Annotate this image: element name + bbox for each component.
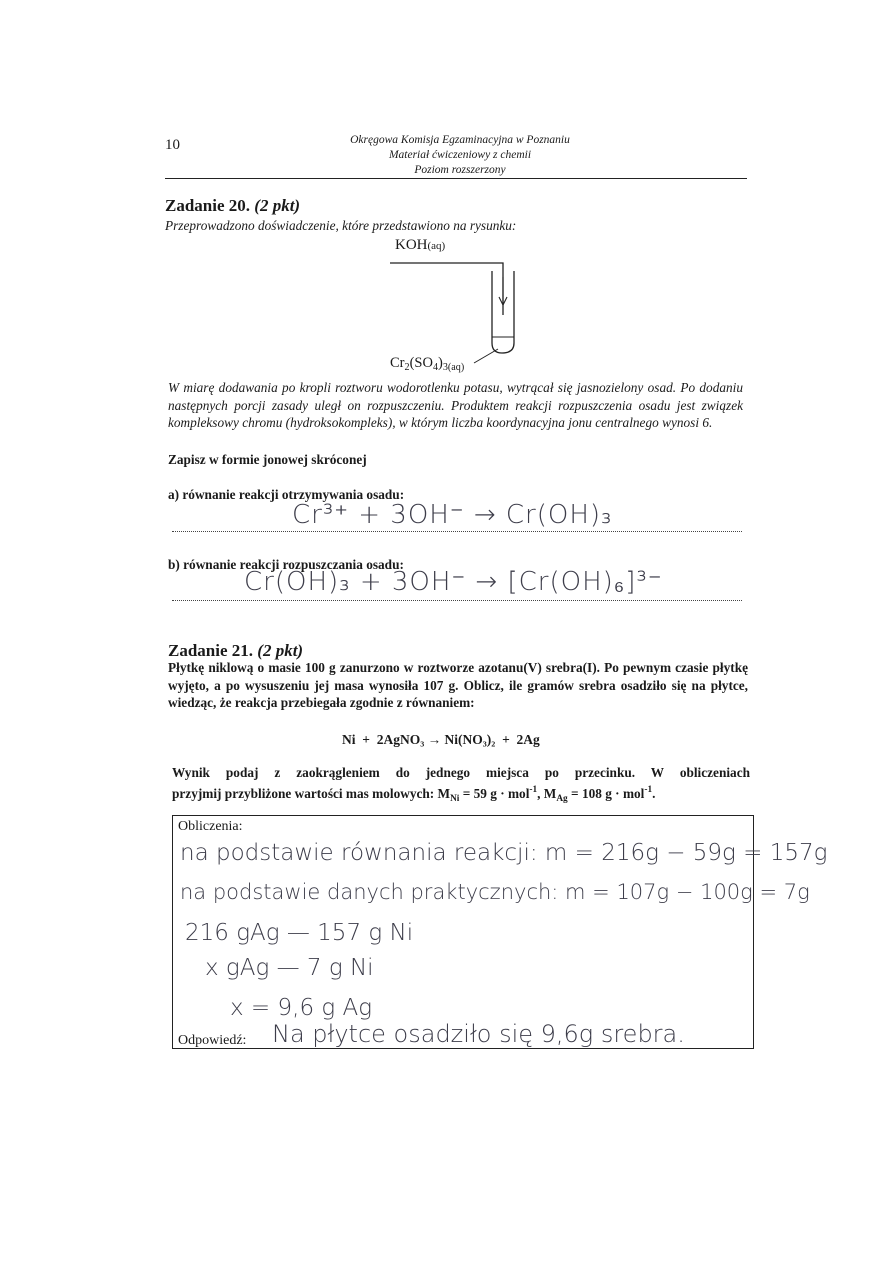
tube-label-cr: Cr bbox=[390, 355, 405, 371]
task20-instruction: Zapisz w formie jonowej skróconej bbox=[168, 452, 367, 467]
header-line-1: Okręgowa Komisja Egzaminacyjna w Poznaniu bbox=[350, 134, 570, 146]
task20-title-text: Zadanie 20. bbox=[165, 196, 251, 215]
part-b-answer-line bbox=[172, 600, 742, 601]
page-number: 10 bbox=[165, 137, 180, 153]
calc-line-4: x gAg — 7 g Ni bbox=[205, 955, 374, 981]
note-exp-2: -1 bbox=[644, 785, 653, 795]
task21-equation: Ni + 2AgNO₃ → Ni(NO₃)₂ + 2Ag bbox=[342, 732, 540, 747]
note-sub-ni: Ni bbox=[450, 794, 460, 804]
note-text-3: , M bbox=[537, 786, 557, 801]
note-sub-ag: Ag bbox=[556, 794, 568, 804]
task21-title bbox=[168, 641, 303, 661]
tube-label-sub1: 2 bbox=[404, 362, 410, 373]
part-b-handwritten-answer: Cr(OH)₃ + 3OH⁻ → [Cr(OH)₆]³⁻ bbox=[244, 567, 663, 597]
tube-label-sub2: 4 bbox=[432, 362, 438, 373]
calculations-label: Obliczenia: bbox=[178, 819, 243, 834]
part-a-answer-line bbox=[172, 531, 742, 532]
task20-title bbox=[165, 196, 300, 216]
note-text-4: = 108 g · mol bbox=[567, 786, 645, 801]
header-line-3: Poziom rozszerzony bbox=[414, 164, 506, 176]
part-a-label: a) równanie reakcji otrzymywania osadu: bbox=[168, 487, 405, 502]
note-text-1: przyjmij przybliżone wartości mas molowych: M bbox=[172, 786, 451, 801]
task21-note-line-2 bbox=[172, 782, 750, 809]
task21-title-text: Zadanie 21. bbox=[168, 641, 254, 660]
header-rule bbox=[165, 178, 747, 179]
task21-note-line-1: Wynik podaj z zaokrągleniem do jednego miejsca po przecinku. W obliczeniach bbox=[172, 765, 750, 780]
koh-label bbox=[395, 237, 445, 254]
task21-description: Płytkę niklową o masie 100 g zanurzono w roztworze azotanu(V) srebra(I). Po pewnym czasie płytkę wyjęto, a po wysuszeniu jej masa wynosiła 107 g. Oblicz, ile gramów srebra osadziło się na płytce, wiedząc, że reakcja przebiegała zgodnie z równaniem: bbox=[168, 660, 748, 710]
header-line-2: Materiał ćwiczeniowy z chemii bbox=[388, 149, 532, 161]
task20-points: (2 pkt) bbox=[254, 196, 301, 215]
part-b-label: b) równanie reakcji rozpuszczania osadu: bbox=[168, 557, 404, 572]
tube-label-so: (SO bbox=[409, 355, 433, 371]
calc-line-5: x = 9,6 g Ag bbox=[230, 995, 373, 1021]
down-arrow-icon bbox=[499, 277, 507, 305]
koh-formula: KOH bbox=[395, 237, 428, 253]
dropper-line bbox=[390, 263, 503, 315]
calc-line-1: na podstawie równania reakcji: m = 216g − 59g = 157g bbox=[180, 840, 828, 866]
final-answer-handwritten: Na płytce osadziło się 9,6g srebra. bbox=[272, 1020, 685, 1048]
task20-description: W miarę dodawania po kropli roztworu wodorotlenku potasu, wytrącał się jasnozielony osad. Po dodaniu następnych porcji zasady uległ on rozpuszczeniu. Produktem reakcji rozpuszczenia osadu jest związek kompleksowy chromu (hydroksokompleks), w którym liczba koordynacyjna jonu centralnego wynosi 6. bbox=[168, 380, 743, 430]
task20-intro: Przeprowadzono doświadczenie, które przedstawiono na rysunku: bbox=[165, 218, 517, 233]
tube-label bbox=[390, 355, 464, 373]
tube-label-sub3: 3(aq) bbox=[442, 362, 465, 373]
calc-line-2: na podstawie danych praktycznych: m = 107g − 100g = 7g bbox=[180, 880, 810, 904]
task21-points: (2 pkt) bbox=[257, 641, 304, 660]
calc-line-3: 216 gAg — 157 g Ni bbox=[185, 920, 414, 946]
document-header bbox=[250, 133, 670, 178]
answer-label: Odpowiedź: bbox=[178, 1033, 247, 1048]
tube-label-close: ) bbox=[438, 355, 443, 371]
koh-state: (aq) bbox=[427, 240, 446, 252]
label-pointer bbox=[474, 349, 498, 363]
note-text-2: = 59 g · mol bbox=[459, 786, 530, 801]
part-a-handwritten-answer: Cr³⁺ + 3OH⁻ → Cr(OH)₃ bbox=[292, 500, 613, 530]
note-period: . bbox=[652, 786, 656, 801]
note-exp-1: -1 bbox=[529, 785, 538, 795]
